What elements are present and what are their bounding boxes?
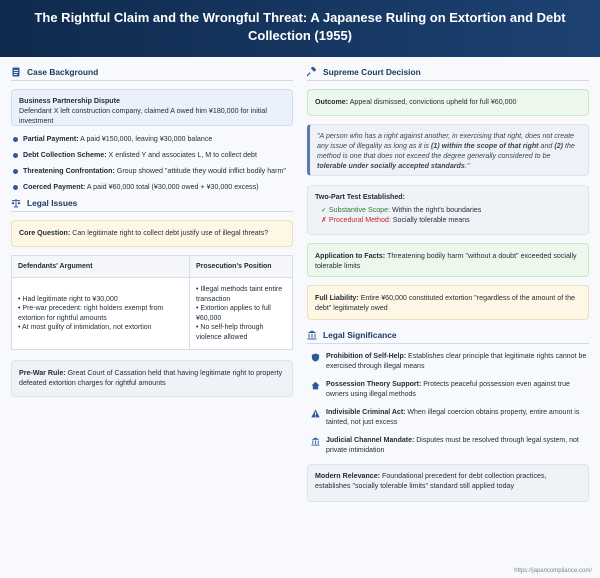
warning-icon	[311, 409, 320, 418]
prewar-rule-text: Great Court of Cassation held that having legitimate right to property defeated extortion charges for rightful amounts	[19, 369, 283, 387]
prewar-rule-label: Pre-War Rule:	[19, 369, 66, 377]
full-liability-box	[307, 285, 589, 320]
modern-relevance-box	[307, 464, 589, 502]
two-part-test-title: Two-Part Test Established:	[315, 193, 405, 201]
prewar-rule-box	[11, 360, 293, 397]
gavel-icon	[307, 67, 317, 77]
significance-self-help: Prohibition of Self-Help: Establishes clear principle that legitimate rights cannot be exercised through illegal means	[307, 352, 589, 372]
test-substantive-scope: ✓ Substantive Scope: Within the right's boundaries	[321, 206, 482, 214]
legal-significance-title: Legal Significance	[323, 330, 397, 340]
case-background-title: Case Background	[27, 67, 99, 77]
document-icon	[11, 67, 21, 77]
core-question-text: Can legitimate right to collect debt justify use of illegal threats?	[70, 229, 269, 237]
list-item: Threatening Confrontation: Group showed "attitude they would inflict bodily harm"	[11, 166, 293, 176]
shield-icon	[311, 353, 320, 362]
court-quote: "A person who has a right against another, in exercising that right, does not create any issue of illegality as long as it is (1) within the scope of that right and (2) the method is one that does not exceed the degree generally considered to be tolerable under socially accepted standards."	[307, 124, 589, 176]
list-item: Coerced Payment: A paid ¥60,000 total (¥30,000 owed + ¥30,000 excess)	[11, 182, 293, 192]
right-column	[307, 67, 589, 502]
application-box	[307, 243, 589, 277]
home-icon	[311, 381, 320, 390]
case-background-heading	[11, 67, 293, 81]
partnership-dispute-box	[11, 89, 293, 126]
significance-possession: Possession Theory Support: Protects peaceful possession even against true owners using illegal methods	[307, 380, 589, 400]
supreme-court-decision-heading	[307, 67, 589, 81]
legal-issues-title: Legal Issues	[27, 198, 78, 208]
courthouse-icon	[307, 330, 317, 340]
test-procedural-method: ✗ Procedural Method: Socially tolerable means	[321, 216, 470, 224]
page-header	[0, 0, 600, 57]
outcome-text: Appeal dismissed, convictions upheld for full ¥60,000	[348, 98, 517, 106]
footer-url[interactable]: https://japancompliance.com/	[514, 568, 592, 574]
legal-issues-heading	[11, 198, 293, 212]
significance-indivisible: Indivisible Criminal Act: When illegal coercion obtains property, entire amount is tainted, not just excess	[307, 408, 589, 428]
application-text: Threatening bodily harm "without a doubt" exceeded socially tolerable limits	[315, 252, 577, 270]
courthouse-icon	[311, 437, 320, 446]
outcome-box	[307, 89, 589, 116]
left-column	[11, 67, 293, 502]
arguments-table	[11, 255, 293, 350]
core-question-box	[11, 220, 293, 247]
list-item: Debt Collection Scheme: X enlisted Y and associates L, M to collect debt	[11, 150, 293, 160]
modern-relevance-text: Foundational precedent for debt collection practices, establishes "socially tolerable limits" standard still applied today	[315, 472, 547, 490]
scales-icon	[11, 198, 21, 208]
full-liability-label: Full Liability:	[315, 294, 359, 302]
supreme-court-decision-title: Supreme Court Decision	[323, 67, 421, 77]
background-list	[11, 134, 293, 192]
defendants-argument-header: Defendants' Argument	[12, 256, 190, 278]
list-item: Partial Payment: A paid ¥150,000, leaving ¥30,000 balance	[11, 134, 293, 144]
partnership-dispute-text: Defendant X left construction company, claimed A owed him ¥180,000 for initial investment	[19, 107, 267, 125]
legal-significance-heading	[307, 330, 589, 344]
defendants-argument-cell: • Had legitimate right to ¥30,000 • Pre-war precedent: right holders exempt from extortion for rightful amounts • At most guilty of intimidation, not extortion	[12, 278, 190, 350]
modern-relevance-label: Modern Relevance:	[315, 472, 381, 480]
outcome-label: Outcome:	[315, 98, 349, 106]
page-title: The Rightful Claim and the Wrongful Threat: A Japanese Ruling on Extortion and Debt Collection (1955)	[34, 10, 566, 43]
partnership-dispute-title: Business Partnership Dispute	[19, 97, 120, 105]
full-liability-text: Entire ¥60,000 constituted extortion "regardless of the amount of the debt" legitimately owed	[315, 294, 576, 312]
significance-judicial: Judicial Channel Mandate: Disputes must be resolved through legal system, not private intimidation	[307, 436, 589, 456]
two-part-test-box	[307, 185, 589, 235]
prosecution-position-cell: • Illegal methods taint entire transaction • Extortion applies to full ¥60,000 • No self-help through violence allowed	[196, 286, 283, 341]
core-question-label: Core Question:	[19, 229, 71, 237]
application-label: Application to Facts:	[315, 252, 386, 260]
prosecution-position-header: Prosecution's Position	[190, 256, 293, 278]
